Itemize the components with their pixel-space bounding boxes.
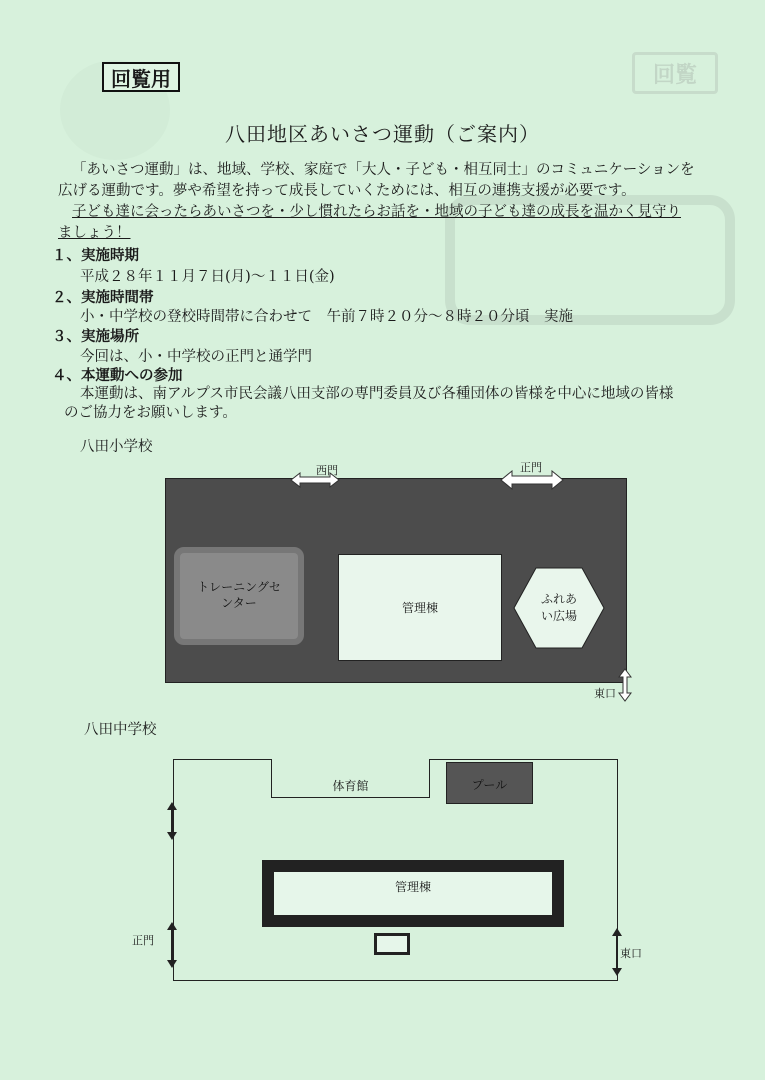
ghost-stamp: 回覧 <box>632 52 718 94</box>
intro-line-1: 「あいさつ運動」は、地域、学校、家庭で「大人・子ども・相互同士」のコミュニケーションを <box>72 162 695 178</box>
section-2-body: 小・中学校の登校時間帯に合わせて 午前７時２０分～８時２０分頃 実施 <box>80 309 573 325</box>
pool-label: プール <box>471 778 508 792</box>
section-1-body: 平成２８年１１月７日(月)～１１日(金) <box>80 269 335 285</box>
elementary-main-gate-label: 正門 <box>520 461 542 474</box>
section-3-heading: ３、実施場所 <box>52 328 139 345</box>
pool <box>446 762 533 804</box>
section-1-heading: １、実施時期 <box>52 247 139 264</box>
slogan-line-1: 子ども達に会ったらあいさつを・少し慣れたらお話を・地域の子ども達の成長を温かく見守り <box>72 204 681 220</box>
junior-north-arrow-icon <box>166 802 178 840</box>
intro-paragraph <box>58 160 723 244</box>
west-gate-label: 西門 <box>316 464 338 477</box>
training-center-line-2: ンター <box>221 596 257 610</box>
gymnasium <box>271 759 430 798</box>
section-2-heading: ２、実施時間帯 <box>52 289 154 306</box>
section-3-body: 今回は、小・中学校の正門と通学門 <box>80 349 312 365</box>
section-4-body-2: のご協力をお願いします。 <box>64 405 237 421</box>
elementary-school-map <box>165 478 627 683</box>
junior-entrance <box>374 933 410 955</box>
west-gate-arrow-icon <box>290 472 340 488</box>
section-4-body-1: 本運動は、南アルプス市民会議八田支部の専門委員及び各種団体の皆様を中心に地域の皆様 <box>80 386 674 402</box>
plaza-line-1: ふれあ <box>540 592 577 606</box>
junior-admin-label: 管理棟 <box>394 880 431 894</box>
elementary-east-gate-label: 東口 <box>594 687 616 700</box>
elementary-main-gate-arrow-icon <box>500 470 564 490</box>
training-center-line-1: トレーニングセ <box>197 580 281 594</box>
elementary-school-label: 八田小学校 <box>80 439 153 455</box>
junior-east-gate-label: 東口 <box>620 947 642 960</box>
plaza-line-2: い広場 <box>540 609 577 623</box>
training-center <box>174 547 304 645</box>
junior-main-gate-arrow-icon <box>166 922 178 968</box>
section-4-heading: ４、本運動への参加 <box>52 367 183 384</box>
junior-high-label: 八田中学校 <box>84 722 157 738</box>
circulation-stamp: 回覧用 <box>102 62 180 92</box>
slogan-line-2: ましょう！ <box>58 225 131 241</box>
elementary-admin-building <box>338 554 502 661</box>
intro-line-2: 広げる運動です。夢や希望を持って成長していくためには、相互の連携支援が必要です。 <box>58 183 636 199</box>
elementary-admin-label: 管理棟 <box>401 601 438 615</box>
junior-admin-building <box>262 860 564 927</box>
elementary-east-gate-arrow-icon <box>618 668 632 702</box>
junior-main-gate-label: 正門 <box>132 934 154 947</box>
gymnasium-label: 体育館 <box>332 779 369 793</box>
page-title: 八田地区あいさつ運動（ご案内） <box>225 122 540 146</box>
